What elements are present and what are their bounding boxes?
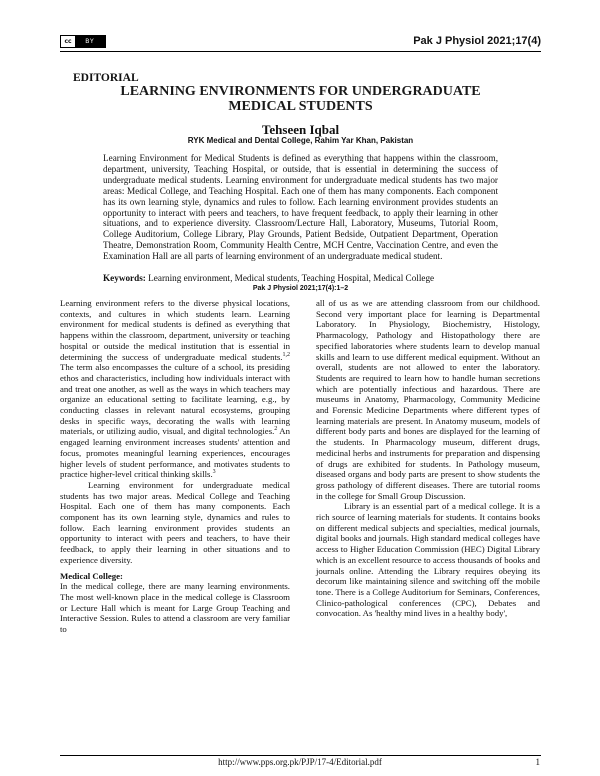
header-divider xyxy=(60,51,541,52)
section-label: EDITORIAL xyxy=(73,72,139,84)
subheading-medical-college: Medical College: xyxy=(60,570,123,581)
author-affiliation: RYK Medical and Dental College, Rahim Yar Khan, Pakistan xyxy=(187,136,414,145)
creative-commons-badge xyxy=(60,35,106,48)
reference-marker: 3 xyxy=(212,469,216,476)
by-attribution-icon: BY xyxy=(75,36,105,47)
page-number: 1 xyxy=(535,757,540,767)
citation: Pak J Physiol 2021;17(4):1–2 xyxy=(252,285,349,292)
keywords-list: Learning environment, Medical students, Teaching Hospital, Medical College xyxy=(148,273,435,283)
abstract: Learning Environment for Medical Students is defined as everything that happens within the classroom, department, university, Teaching Hospital, or outside, that is essential in determining the success of undergraduate medical students. Learning environment for undergraduate medical students has two major areas: Medical College, and Teaching Hospital. Each one of them has many components. Each component has its own learning style, dynamics and rules to follow. Each learning environment provides students an opportunity to interact with peers and teachers, to have frequent feedback, to apply their learning in other situations, and to experience diversity. Classroom/Lecture Hall, Laboratory, Museums, Tutorial Room, College Auditorium, College Library, Play Grounds, Patient Bedside, Outpatient Department, Operation Theatre, Demonstration Room, Community Health Centre, MCH Centre, Vaccination Centre, and even the Examination Hall are all parts of learning environment of an undergraduate medical student. xyxy=(103,153,498,262)
cc-icon: cc xyxy=(61,36,75,47)
body-paragraph: Library is an essential part of a medical college. It is a rich source of learning materials for students. It contains books on different medical subjects and specialties, medical journals, digital books and journals. High standard medical colleges have access to Higher Education Commission (HEC) Digital Library which is an excellent resource to access thousands of books and journals online. Attending the Library requires obeying its decorum like maintaining silence and switching off the mobile tone. There is a College Auditorium for Seminars, Conferences, Clinico-pathological conferences (CPC), Debates and convocation. As 'healthy mind lives in a healthy body', xyxy=(316,501,540,619)
author-name: Tehseen Iqbal xyxy=(261,122,340,137)
article-title xyxy=(60,84,541,114)
title-line-2: MEDICAL STUDENTS xyxy=(228,99,373,114)
footer-divider xyxy=(60,755,541,756)
reference-marker: 2 xyxy=(274,426,278,433)
reference-marker: 1,2 xyxy=(282,351,290,358)
body-paragraph: all of us as we are attending classroom from our childhood. Second very important place for learning is Departmental Laboratory. In Physiology, Biochemistry, Histology, Pharmacology, Pathology and Histopathology there are specified laboratories where students learn to develop manual skills and learn to use different medical equipment. Without an overall, students are not allowed to enter the laboratory. Students are required to learn how to handle human secretions which are potentially infectious and hazardous. There are museums in Anatomy, Pharmacology, Community Medicine and Forensic Medicine Departments where different types of learning materials are present. In Anatomy museum, models of different body parts and bones are displayed for the learning of the students. In Pharmacology museum, different drugs, medicinal herbs and instruments for preparation and dispensing of drugs are exhibited for students. In Pathology museum, diseased organs and body parts are present to show students the gross pathology of different diseases. There are tutorial rooms in the college for Small Group Discussion. xyxy=(316,298,540,501)
keywords-label: Keywords: xyxy=(103,273,146,283)
right-column xyxy=(316,298,540,619)
left-column xyxy=(60,298,290,635)
body-paragraph: In the medical college, there are many learning environments. The most well-known place in the medical college is Classroom or Lecture Hall which is meant for Large Group Teaching and Interactive Session. Rules to attend a classroom are very familiar to xyxy=(60,581,290,635)
body-paragraph: Learning environment refers to the diverse physical locations, contexts, and cultures in which students learn. Learning environment for medical students is defined as everything that happens within the classroom, department, university or teaching hospital or outside the medical institution that is essential in determining the success of undergraduate medical students.$^{1,2}$ The term also encompasses the culture of a school, its presiding ethos and characteristics, including how individuals interact with and treat one another, as well as the ways in which teachers may organize an educational setting to facilitate learning, e.g., by conducting classes in relevant natural ecosystems, grouping desks in specific ways, decorating the walls with learning materials, or utilizing audio, visual, and digital technologies.$^2$ An engaged learning environment increases students' attention and focus, promotes meaningful learning experiences, encourages higher levels of student performance, and motivates students to practice higher-level critical thinking skills.$^3$ xyxy=(60,298,291,480)
journal-reference: Pak J Physiol 2021;17(4) xyxy=(413,35,541,47)
body-paragraph: Learning environment for undergraduate medical students has two major areas. Medical College and Teaching Hospital. Each one of them has many components. Each component has its own learning style, dynamics and rules to follow. Each learning environment provides students an opportunity to interact with peers and teachers, to have their feedback, to apply their learning in other situations and to experience diversity. xyxy=(60,479,290,565)
footer-url[interactable]: http://www.pps.org.pk/PJP/17-4/Editorial.pdf xyxy=(218,757,382,767)
keywords xyxy=(103,273,498,284)
title-line-1: LEARNING ENVIRONMENTS FOR UNDERGRADUATE xyxy=(120,84,481,99)
